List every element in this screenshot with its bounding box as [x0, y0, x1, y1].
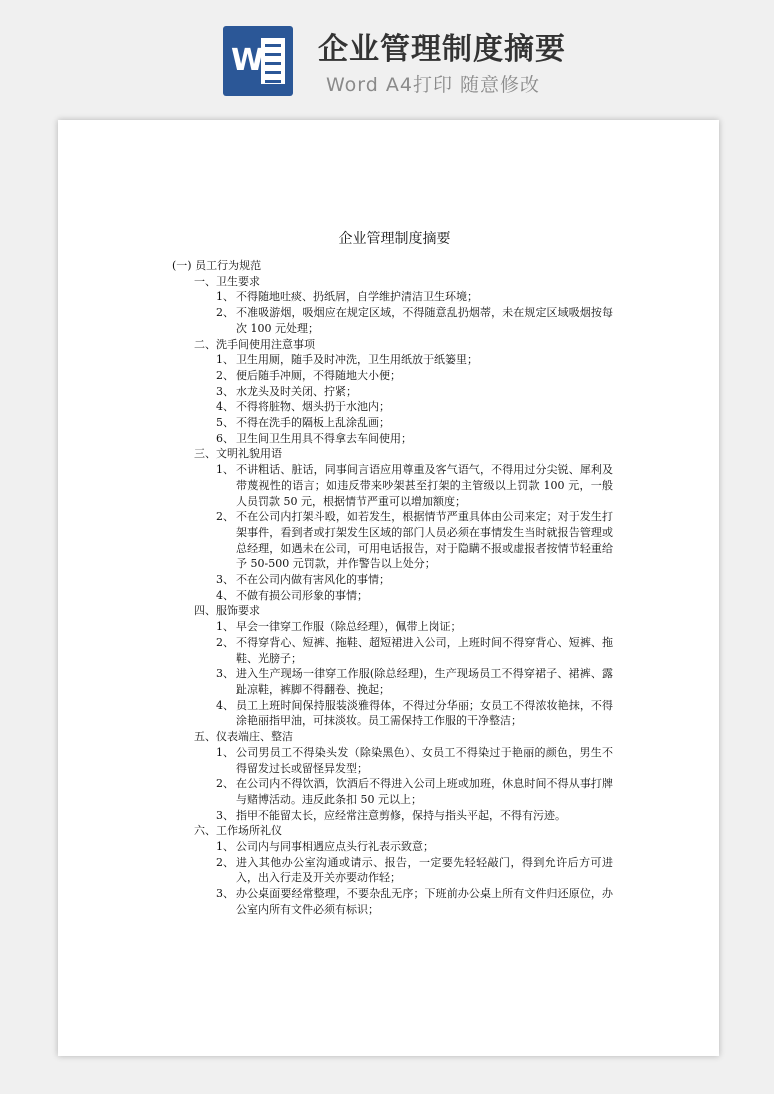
- item-text: 不得将脏物、烟头扔于水池内；: [236, 400, 390, 414]
- list-item: [172, 305, 613, 336]
- section-heading: 五、仪表端庄、整洁: [194, 730, 293, 744]
- item-number: 1、: [216, 463, 234, 477]
- list-item: [172, 666, 613, 697]
- item-number: 3、: [216, 573, 234, 587]
- item-text: 不得随地吐痰、扔纸屑，自学维护清洁卫生环境；: [236, 290, 478, 304]
- item-number: 3、: [216, 808, 234, 822]
- item-text: 办公桌面要经常整理，不要杂乱无序；下班前办公桌上所有文件归还原位，办公室内所有文件必须有标识；: [236, 887, 613, 916]
- list-item: [172, 462, 613, 509]
- part-heading: (一) 员工行为规范: [172, 259, 262, 272]
- section-heading: 二、洗手间使用注意事项: [194, 337, 315, 351]
- list-item: [172, 289, 613, 305]
- item-text: 不得穿背心、短裤、拖鞋、超短裙进入公司，上班时间不得穿背心、短裤、拖鞋、光膀子；: [236, 635, 613, 665]
- list-item: [172, 399, 613, 415]
- list-item: [172, 352, 613, 368]
- item-number: 1、: [216, 840, 234, 854]
- word-icon: [223, 26, 293, 96]
- item-text: 公司男员工不得染头发（除染黑色）、女员工不得染过于艳丽的颜色，男生不得留发过长或留怪异发型；: [236, 745, 613, 775]
- item-text: 不在公司内打架斗殴，如若发生，根据情节严重具体由公司来定；对于发生打架事件，看到者或打架发生区域的部门人员必须在事情发生当时就报告管理或总经理，如遇未在公司，可用电话报告，对于隐瞒不报或虚报者按情节轻重给予 50-500 元罚款，并作警告以上处分；: [236, 510, 613, 571]
- section-heading: 一、卫生要求: [194, 274, 260, 288]
- item-text: 员工上班时间保持服装淡雅得体，不得过分华丽；女员工不得浓妆艳抹，不得涂艳丽指甲油，可抹淡妆。员工需保持工作服的干净整洁；: [236, 698, 613, 728]
- item-number: 4、: [216, 588, 234, 602]
- item-number: 3、: [216, 887, 234, 901]
- banner-title: 企业管理制度摘要: [318, 32, 566, 67]
- item-text: 不讲粗话、脏话，同事间言语应用尊重及客气语气，不得用过分尖锐、犀利及带蔑视性的语言；如违反带来吵架甚至打架的主管级以上罚款 100 元，一般人员罚款 50 元，根据情节严重可以增加额度；: [236, 463, 613, 508]
- document-body: [172, 228, 613, 918]
- item-text: 水龙头及时关闭、拧紧；: [236, 384, 357, 398]
- item-number: 4、: [216, 400, 234, 414]
- item-text: 公司内与同事相遇应点头行礼表示致意；: [236, 840, 434, 854]
- item-number: 1、: [216, 353, 234, 367]
- item-number: 3、: [216, 384, 234, 398]
- item-text: 不得在洗手的隔板上乱涂乱画；: [236, 416, 390, 430]
- item-number: 2、: [216, 855, 234, 869]
- document-page: [58, 120, 719, 1056]
- item-text: 不在公司内做有害风化的事情；: [236, 573, 390, 587]
- list-item: [172, 368, 613, 384]
- item-text: 便后随手冲厕，不得随地大小便；: [236, 368, 401, 382]
- list-item: [172, 635, 613, 666]
- item-number: 1、: [216, 290, 234, 304]
- list-item: [172, 572, 613, 588]
- item-number: 2、: [216, 510, 234, 524]
- list-item: [172, 745, 613, 776]
- list-item: [172, 588, 613, 604]
- item-text: 进入生产现场一律穿工作服(除总经理)，生产现场员工不得穿裙子、裙裤、露趾凉鞋，裤脚不得翻卷、挽起；: [236, 667, 613, 696]
- sections: [172, 274, 613, 918]
- list-item: [172, 808, 613, 824]
- item-text: 在公司内不得饮酒，饮酒后不得进入公司上班或加班，休息时间不得从事打牌与赌博活动。违反此条扣 50 元以上；: [236, 777, 613, 806]
- item-text: 不做有损公司形象的事情；: [236, 588, 368, 602]
- list-item: [172, 431, 613, 447]
- list-item: [172, 509, 613, 572]
- list-item: [172, 619, 613, 635]
- section-heading: 三、文明礼貌用语: [194, 447, 282, 461]
- item-number: 1、: [216, 620, 234, 634]
- item-number: 2、: [216, 368, 234, 382]
- section-heading: 六、工作场所礼仪: [194, 824, 282, 838]
- item-text: 早会一律穿工作服（除总经理），佩带上岗证；: [236, 620, 462, 634]
- item-text: 不准吸游烟，吸烟应在规定区域，不得随意乱扔烟蒂，未在规定区域吸烟按每次 100 元处理；: [236, 306, 613, 335]
- word-logo-letter: W: [231, 43, 265, 78]
- item-text: 进入其他办公室沟通或请示、报告，一定要先轻轻敲门，得到允许后方可进入，出入行走及开关亦要动作轻；: [236, 855, 613, 885]
- list-item: [172, 384, 613, 400]
- banner-subtitle: Word A4打印 随意修改: [326, 74, 541, 96]
- list-item: [172, 415, 613, 431]
- list-item: [172, 855, 613, 886]
- item-number: 1、: [216, 745, 234, 759]
- list-item: [172, 886, 613, 917]
- item-number: 2、: [216, 306, 234, 320]
- item-text: 卫生间卫生用具不得拿去车间使用；: [236, 431, 412, 445]
- item-text: 卫生用厕，随手及时冲洗，卫生用纸放于纸篓里；: [236, 353, 478, 367]
- item-number: 2、: [216, 635, 234, 649]
- document-lines-graphic: [261, 38, 285, 84]
- list-item: [172, 776, 613, 807]
- item-number: 2、: [216, 777, 234, 791]
- item-number: 6、: [216, 431, 234, 445]
- item-number: 4、: [216, 698, 234, 712]
- list-item: [172, 698, 613, 729]
- item-text: 指甲不能留太长，应经常注意剪修，保持与指头平起，不得有污迹。: [236, 808, 566, 822]
- item-number: 5、: [216, 416, 234, 430]
- document-title: 企业管理制度摘要: [338, 231, 451, 247]
- section-heading: 四、服饰要求: [194, 604, 260, 618]
- item-number: 3、: [216, 667, 234, 681]
- banner: [0, 0, 774, 118]
- list-item: [172, 839, 613, 855]
